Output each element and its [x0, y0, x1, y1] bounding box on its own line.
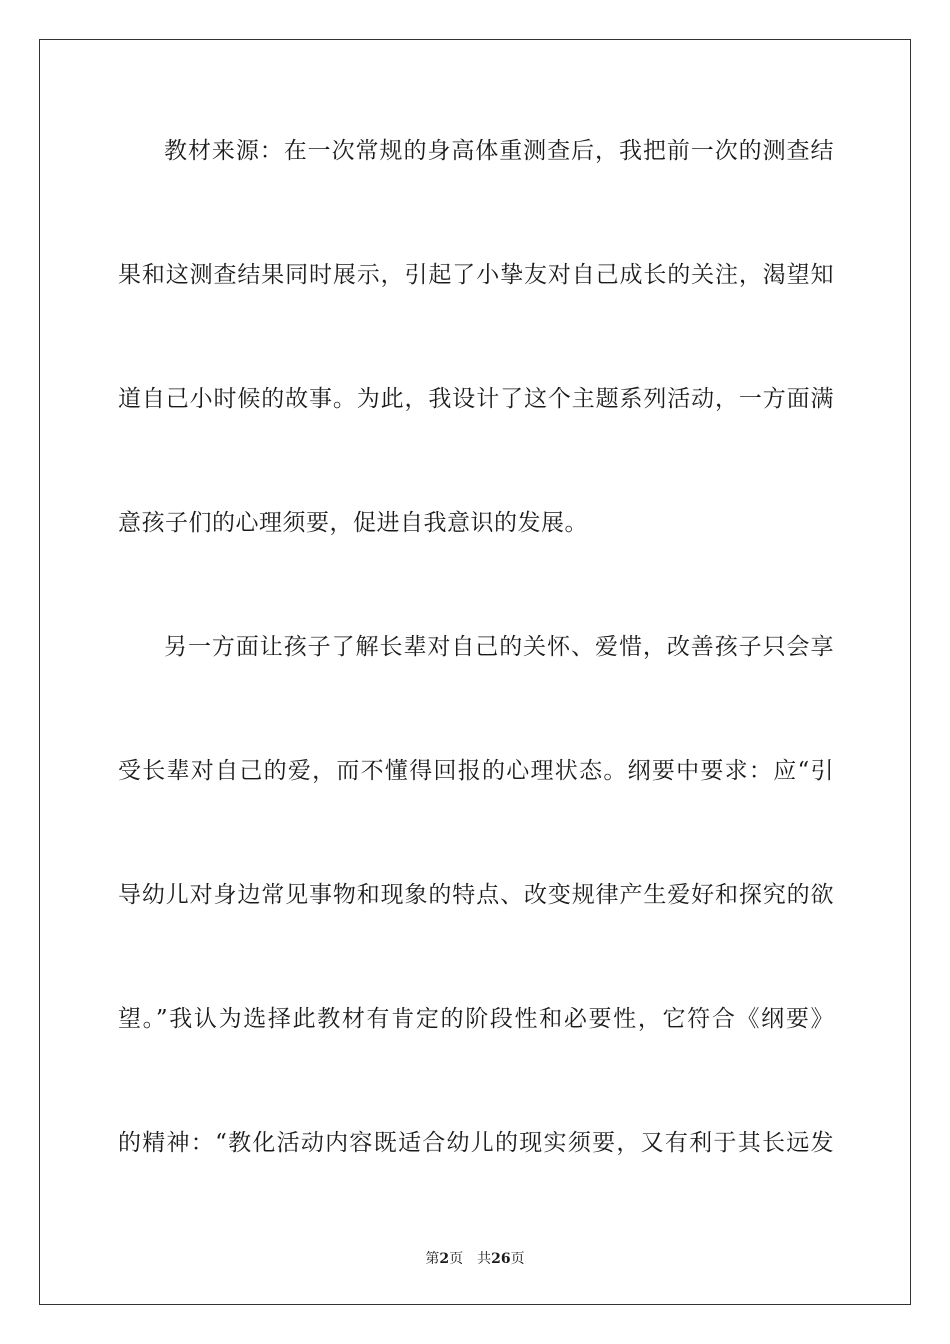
paragraph-2-line-1: 另一方面让孩子了解长辈对自己的关怀、爱惜，改善孩子只会享	[164, 634, 834, 660]
footer-total-pages: 26	[491, 1251, 511, 1267]
document-body	[118, 104, 834, 1220]
footer-page-prefix: 第	[425, 1251, 440, 1267]
footer-total-suffix: 页	[510, 1251, 525, 1267]
footer-total-prefix: 共	[477, 1251, 492, 1267]
footer-page-number: 2	[439, 1251, 450, 1267]
paragraph-1-line-2: 果和这测查结果同时展示，引起了小挚友对自己成长的关注，渴望知	[118, 262, 834, 288]
paragraph-1-line-3: 道自己小时候的故事。为此，我设计了这个主题系列活动，一方面满	[118, 386, 834, 412]
paragraph-2-line-5: 的精神：“教化活动内容既适合幼儿的现实须要，又有利于其长远发	[118, 1130, 834, 1156]
paragraph-2-line-2: 受长辈对自己的爱，而不懂得回报的心理状态。纲要中要求：应“引	[118, 758, 834, 784]
page-footer	[0, 1248, 950, 1268]
paragraph-2-line-4: 望。”我认为选择此教材有肯定的阶段性和必要性，它符合《纲要》	[118, 1006, 834, 1032]
paragraph-1-line-4: 意孩子们的心理须要，促进自我意识的发展。	[118, 510, 588, 536]
paragraph-2-line-3: 导幼儿对身边常见事物和现象的特点、改变规律产生爱好和探究的欲	[118, 882, 834, 908]
paragraph-1-line-1: 教材来源：在一次常规的身高体重测查后，我把前一次的测查结	[164, 138, 834, 164]
footer-page-suffix: 页	[449, 1251, 464, 1267]
